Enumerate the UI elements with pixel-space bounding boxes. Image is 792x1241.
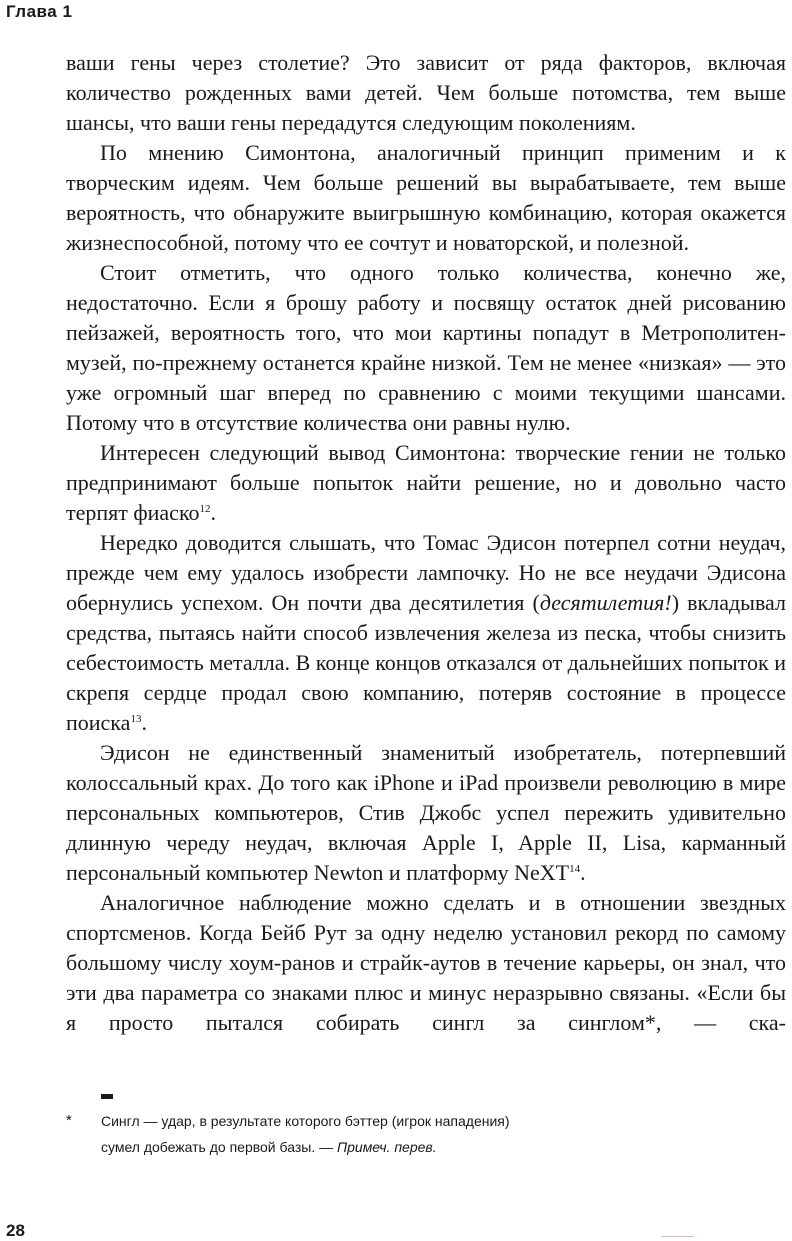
paragraph: [66, 258, 786, 438]
paragraph-text: ваши гены через столетие? Это зависит от ряда факторов, включая количество рожденных вами детей. Чем больше потомства, тем выше шансы, что ваши гены передадутся следующим поколениям.: [66, 50, 786, 135]
paragraph: [66, 738, 786, 888]
footnote: [66, 1108, 766, 1160]
endnote-reference: 14: [569, 863, 581, 875]
paragraph: [66, 138, 786, 258]
paragraph-text: Нередко доводится слышать, что Томас Эдисон потерпел сотни неудач, прежде чем ему удалось изобрести лампочку. Но не все неудачи Эдисона обернулись успехом. Он почти два десятилетия (: [66, 530, 786, 615]
page-number: 28: [6, 1221, 25, 1240]
footnote-translator-note: Примеч. перев.: [336, 1139, 437, 1155]
paragraph: [66, 888, 786, 1038]
paragraph: [66, 438, 786, 528]
paragraph-text: Эдисон не единственный знаменитый изобретатель, потерпевший колоссальный крах. До того как iPhone и iPad произвели революцию в мире персональных компьютеров, Стив Джобс успел пережить удивительно длинную череду неудач, включая Apple I, Apple II, Lisa, карманный персональный компьютер Newton и платформу NeXT: [66, 740, 786, 885]
bottom-edge-mark: [662, 1236, 694, 1237]
paragraph: [66, 528, 786, 738]
body-text: [66, 48, 786, 1038]
paragraph-text: Аналогичное наблюдение можно сделать и в отношении звездных спортсменов. Когда Бейб Рут за одну неделю установил рекорд по самому большому числу хоум-ранов и страйк-аутов в течение карьеры, он знал, что эти два параметра со знаками плюс и минус неразрывно связаны. «Если бы я просто пытался собирать сингл за синглом*, — ска-: [66, 890, 786, 1035]
paragraph-text: .: [141, 710, 147, 735]
footnote-text-block: [101, 1108, 541, 1160]
paragraph-text: Интересен следующий вывод Симонтона: творческие гении не только предпринимают больше попыток найти решение, но и довольно часто терпят фиаско: [66, 440, 786, 525]
paragraph-text: .: [210, 500, 217, 525]
paragraph: [66, 48, 786, 138]
emphasis-text: десятилетия!: [539, 590, 672, 615]
endnote-reference: 13: [130, 713, 142, 725]
paragraph-text: ) вкладывал средства, пытаясь найти способ извлечения железа из песка, чтобы снизить себестоимость металла. В конце концов отказался от дальнейших попыток и скрепя сердце продал свою компанию, потеряв состояние в процессе поиска: [66, 590, 786, 735]
footnote-text: Сингл — удар, в результате которого бэттер (игрок нападения) сумел добежать до первой базы. —: [101, 1113, 510, 1155]
paragraph-text: .: [580, 860, 586, 885]
footnote-marker: *: [66, 1112, 72, 1129]
paragraph-text: По мнению Симонтона, аналогичный принцип применим и к творческим идеям. Чем больше решений вы вырабатываете, тем выше вероятность, что обнаружите выигрышную комбинацию, которая окажется жизнеспособной, потому что ее сочтут и новаторской, и полезной.: [66, 140, 786, 255]
paragraph-text: Стоит отметить, что одного только количества, конечно же, недостаточно. Если я брошу работу и посвящу остаток дней рисованию пейзажей, вероятность того, что мои картины попадут в Метрополитен-музей, по-прежнему останется крайне низкой. Тем не менее «низкая» — это уже огромный шаг вперед по сравнению с моими текущими шансами. Потому что в отсутствие количества они равны нулю.: [66, 260, 786, 435]
running-head: Глава 1: [6, 2, 73, 21]
footnote-separator: [101, 1094, 113, 1099]
endnote-reference: 12: [199, 503, 211, 515]
